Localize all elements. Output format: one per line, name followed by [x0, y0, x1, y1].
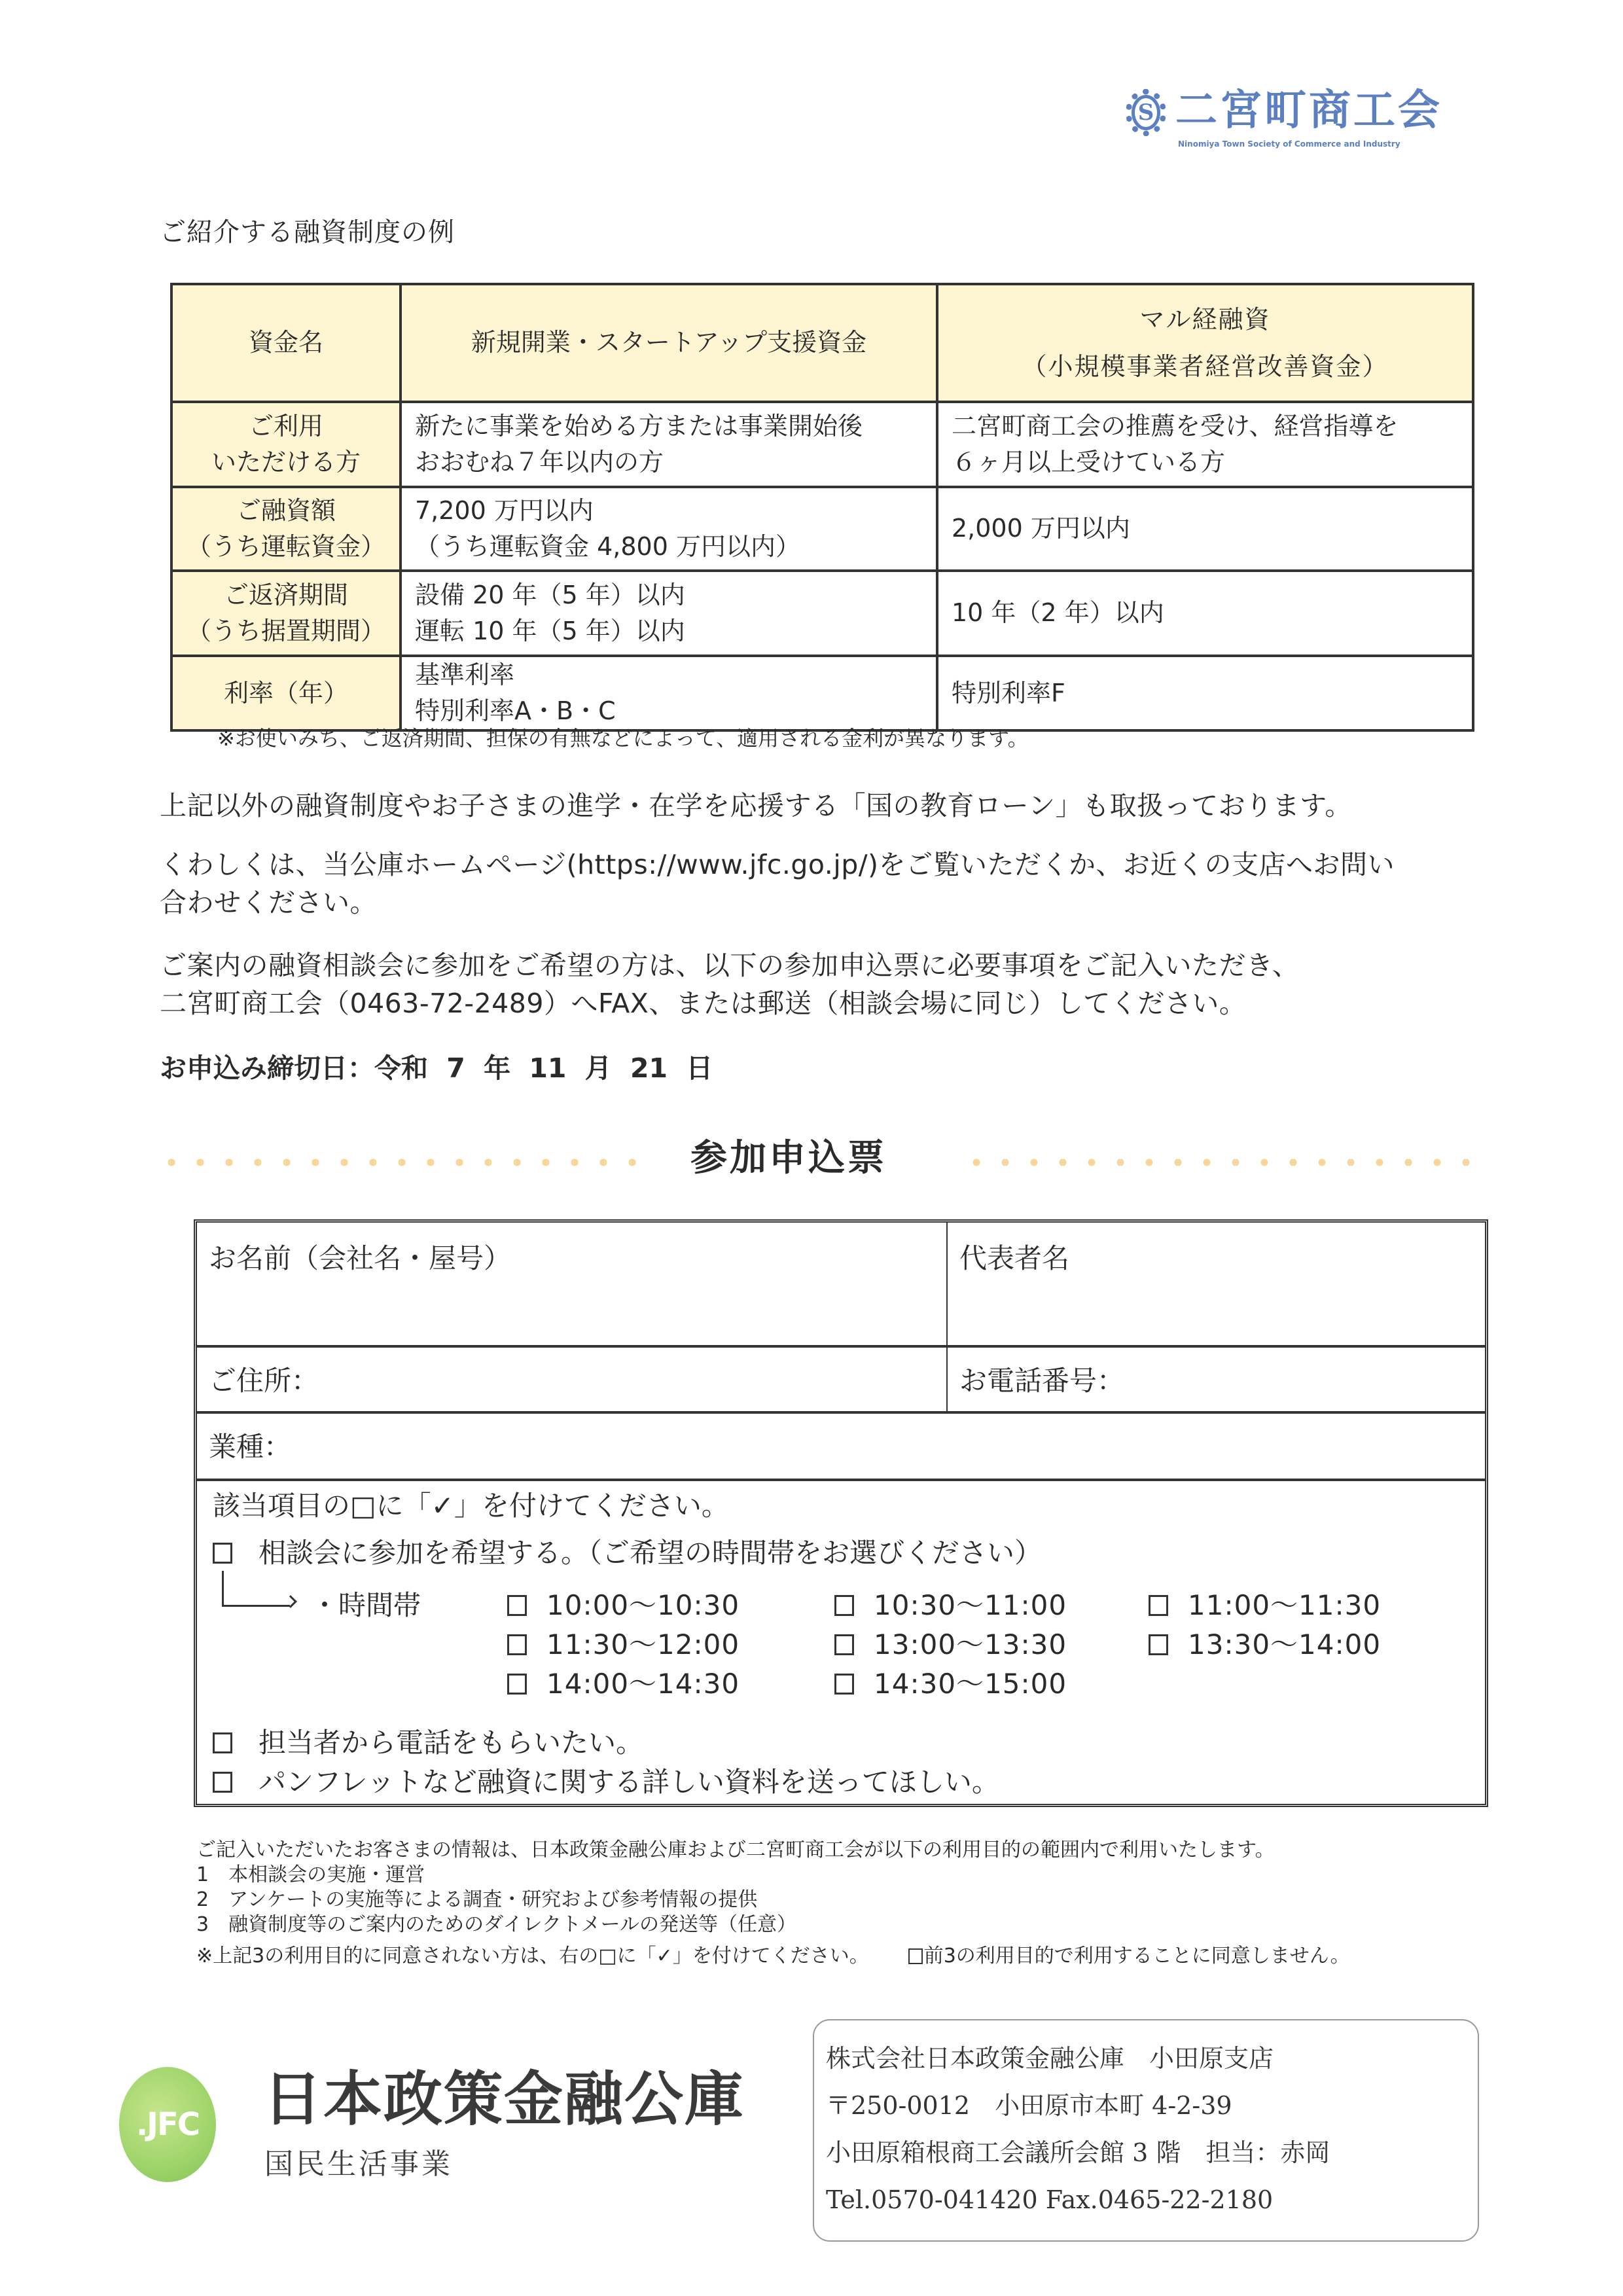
row-col1	[401, 571, 937, 656]
consent-note: ※上記3の利用目的に同意されない方は、右の□に「✓」を付けてください。	[196, 1945, 869, 1967]
representative-label: 代表者名	[959, 1242, 1070, 1274]
jfc-logo-mark: .JFC	[119, 2067, 216, 2182]
table-row	[171, 402, 1473, 487]
timeslot-option[interactable]	[834, 1589, 1067, 1622]
row-col2	[937, 487, 1473, 571]
logo-name: 二宮町商工会	[1175, 86, 1442, 135]
paragraph-line: くわしくは、当公庫ホームページ(https://www.jfc.go.jp/)をご覧いただくか、お近くの支店へお問い	[160, 849, 1395, 880]
address-label: ご住所：	[209, 1365, 319, 1397]
jfc-name: 日本政策金融公庫	[263, 2065, 745, 2134]
checkbox-icon[interactable]	[834, 1674, 854, 1695]
paragraph-other-loans: 上記以外の融資制度やお子さまの進学・在学を応援する「国の教育ローン」も取扱っております。	[160, 790, 1352, 821]
checkbox-icon[interactable]	[507, 1634, 527, 1655]
row-col2	[937, 571, 1473, 656]
timeslot-text: 11:30〜12:00	[546, 1628, 740, 1660]
checkbox-instruction: 該当項目の□に「✓」を付けてください。	[213, 1490, 729, 1522]
timeslot-option[interactable]	[507, 1628, 740, 1661]
form-row-address	[197, 1348, 1485, 1414]
loan-table	[170, 283, 1474, 732]
loan-section-title: ご紹介する融資制度の例	[160, 217, 455, 247]
cell-line: 7,200 万円以内	[415, 495, 594, 525]
timeslot-option[interactable]	[1149, 1628, 1381, 1661]
row-col1	[401, 656, 937, 730]
name-label: お名前（会社名・屋号）	[209, 1242, 512, 1274]
paragraph-line: 二宮町商工会（0463-72-2489）へFAX、または郵送（相談会場に同じ）してください。	[160, 988, 1247, 1019]
timeslot-option[interactable]	[1149, 1589, 1381, 1622]
cell-line: 2,000 万円以内	[952, 514, 1130, 543]
row-label-line1: ご返済期間	[223, 580, 348, 609]
deadline: お申込み締切日：令和 7 年 11 月 21 日	[160, 1052, 713, 1084]
timeslot-label: ・時間帯	[311, 1589, 421, 1621]
arrow-stem	[222, 1571, 224, 1606]
consult-option[interactable]	[213, 1537, 1042, 1570]
row-label-line2: （うち運転資金）	[186, 532, 385, 561]
name-field[interactable]	[197, 1223, 948, 1345]
form-row-industry	[197, 1414, 1485, 1481]
row-label-line1: ご融資額	[236, 495, 336, 525]
timeslot-text: 14:30〜15:00	[874, 1668, 1067, 1700]
row-label-line2: （うち据置期間）	[186, 617, 385, 645]
cell-line: （うち運転資金 4,800 万円以内）	[415, 532, 800, 561]
cell-line: 新たに事業を始める方または事業開始後	[415, 411, 863, 440]
paragraph-line: 合わせください。	[160, 887, 377, 918]
logo-english: Ninomiya Town Society of Commerce and Industry	[1178, 139, 1400, 149]
dotted-divider-right	[962, 1158, 1472, 1166]
consent-option-label: 前3の利用目的で利用することに同意しません。	[923, 1945, 1350, 1967]
contact-building: 小田原箱根商工会議所会館 3 階 担当：赤岡	[826, 2138, 1330, 2167]
timeslot-option[interactable]	[834, 1668, 1067, 1700]
timeslot-text: 14:00〜14:30	[546, 1668, 740, 1700]
ninomiya-logo	[1126, 84, 1518, 156]
checkbox-icon[interactable]	[834, 1634, 854, 1655]
checkbox-icon[interactable]	[1149, 1595, 1168, 1616]
phone-label: お電話番号：	[959, 1365, 1125, 1397]
header-col1: 新規開業・スタートアップ支援資金	[401, 284, 937, 402]
timeslot-text: 13:30〜14:00	[1188, 1628, 1382, 1660]
checkbox-section	[213, 1484, 1472, 1805]
industry-field[interactable]	[197, 1414, 1485, 1479]
row-label-line1: 利率（年）	[223, 678, 348, 708]
industry-label: 業種：	[209, 1431, 292, 1463]
contact-branch: 株式会社日本政策金融公庫 小田原支店	[826, 2044, 1274, 2073]
table-header-row	[171, 284, 1473, 402]
phone-callback-option[interactable]	[213, 1727, 643, 1759]
arrow-shaft	[222, 1605, 290, 1607]
timeslot-option[interactable]	[834, 1628, 1067, 1661]
checkbox-icon[interactable]	[1149, 1634, 1168, 1655]
row-col2	[937, 402, 1473, 487]
header-col2	[937, 284, 1473, 402]
timeslot-text: 11:00〜11:30	[1188, 1589, 1382, 1621]
cell-line: おおむね７年以内の方	[415, 448, 664, 476]
paragraph-details	[160, 846, 1395, 922]
checkbox-icon[interactable]	[507, 1595, 527, 1616]
cell-line: 二宮町商工会の推薦を受け、経営指導を	[952, 411, 1399, 440]
paragraph-application	[160, 946, 1299, 1022]
paragraph-line: ご案内の融資相談会に参加をご希望の方は、以下の参加申込票に必要事項をご記入いただき、	[160, 950, 1300, 981]
header-col2-line1: マル経融資	[1139, 304, 1271, 334]
timeslot-text: 10:00〜10:30	[546, 1589, 740, 1621]
form-heading	[0, 1136, 1623, 1188]
header-col2-line2: （小規模事業者経営改善資金）	[1022, 352, 1389, 381]
form-row-name	[197, 1223, 1485, 1348]
logo-mark: S	[1132, 95, 1160, 130]
timeslot-text: 10:30〜11:00	[874, 1589, 1067, 1621]
timeslot-option[interactable]	[507, 1589, 740, 1622]
contact-box	[813, 2019, 1479, 2242]
contact-phone-fax: Tel.0570-041420 Fax.0465-22-2180	[826, 2185, 1274, 2214]
dotted-divider-left	[157, 1158, 641, 1166]
address-field[interactable]	[197, 1348, 948, 1411]
consult-option-label: 相談会に参加を希望する。（ご希望の時間帯をお選びください）	[259, 1537, 1043, 1569]
table-row	[171, 487, 1473, 571]
row-col1	[401, 402, 937, 487]
row-label-line2: いただける方	[211, 448, 361, 476]
application-form	[194, 1219, 1488, 1807]
jfc-logo	[119, 2062, 813, 2199]
cell-line: 設備 20 年（5 年）以内	[415, 580, 685, 609]
row-label-line1: ご利用	[248, 411, 323, 440]
row-label	[171, 656, 401, 730]
row-label	[171, 487, 401, 571]
consent-line	[196, 1944, 1350, 1969]
cell-line: 10 年（2 年）以内	[952, 598, 1164, 628]
form-title: 参加申込票	[690, 1137, 887, 1179]
pamphlet-label: パンフレットなど融資に関する詳しい資料を送ってほしい。	[259, 1766, 999, 1798]
representative-field[interactable]	[948, 1223, 1485, 1345]
phone-callback-label: 担当者から電話をもらいたい。	[259, 1727, 644, 1759]
contact-address: 〒250-0012 小田原市本町 4-2-39	[826, 2091, 1232, 2120]
checkbox-icon[interactable]	[213, 1543, 232, 1564]
cell-line: 運転 10 年（5 年）以内	[415, 617, 685, 645]
row-label	[171, 402, 401, 487]
header-label: 資金名	[171, 284, 401, 402]
row-col2	[937, 656, 1473, 730]
row-label	[171, 571, 401, 656]
cell-line: 特別利率F	[952, 678, 1065, 708]
cell-line: 特別利率A・B・C	[415, 696, 616, 726]
interest-note: ※お使いみち、ご返済期間、担保の有無などによって、適用される金利が異なります。	[217, 726, 1029, 751]
consent-checkbox[interactable]	[908, 1948, 923, 1964]
checkbox-icon[interactable]	[213, 1732, 232, 1753]
privacy-intro: ご記入いただいたお客さまの情報は、日本政策金融公庫および二宮町商工会が以下の利用目的の範囲内で利用いたします。	[196, 1839, 1275, 1861]
privacy-notice	[196, 1838, 1350, 1969]
pamphlet-option[interactable]	[213, 1766, 999, 1799]
checkbox-icon[interactable]	[834, 1595, 854, 1616]
checkbox-icon[interactable]	[213, 1772, 232, 1793]
privacy-item: 3 融資制度等のご案内のためのダイレクトメールの発送等（任意）	[196, 1913, 796, 1936]
cell-line: ６ヶ月以上受けている方	[952, 448, 1226, 476]
jfc-division: 国民生活事業	[264, 2147, 453, 2181]
cell-line: 基準利率	[415, 660, 515, 689]
privacy-item: 2 アンケートの実施等による調査・研究および参考情報の提供	[196, 1888, 758, 1911]
timeslot-option[interactable]	[507, 1668, 740, 1700]
phone-field[interactable]	[948, 1348, 1485, 1411]
checkbox-icon[interactable]	[507, 1674, 527, 1695]
table-row	[171, 571, 1473, 656]
privacy-item: 1 本相談会の実施・運営	[196, 1863, 425, 1886]
table-row	[171, 656, 1473, 730]
timeslot-text: 13:00〜13:30	[874, 1628, 1067, 1660]
arrow-icon	[222, 1571, 300, 1610]
row-col1	[401, 487, 937, 571]
